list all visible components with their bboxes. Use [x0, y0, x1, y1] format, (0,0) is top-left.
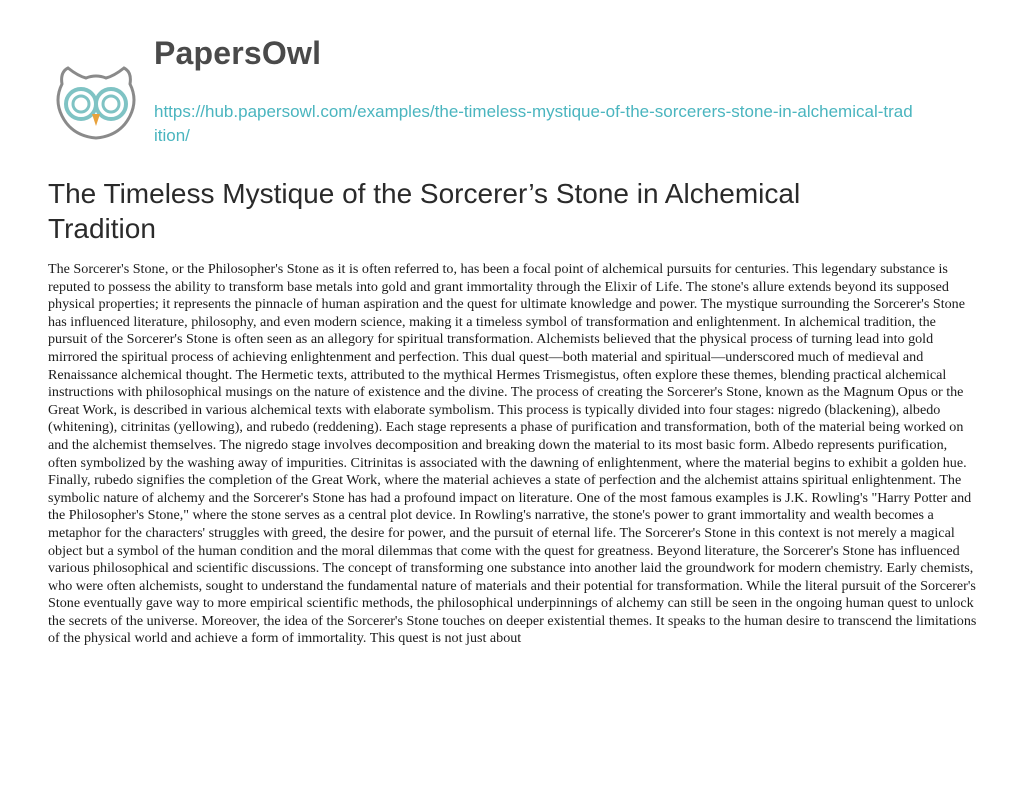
brand-block: [154, 34, 974, 148]
source-url-link[interactable]: https://hub.papersowl.com/examples/the-timeless-mystique-of-the-sorcerers-stone-in-alchemical-tradition/: [154, 102, 913, 145]
page-header: [48, 34, 988, 154]
owl-logo-graphic: [48, 54, 144, 150]
document-title: The Timeless Mystique of the Sorcerer’s Stone in Alchemical Tradition: [48, 178, 801, 244]
brand-name[interactable]: PapersOwl: [154, 35, 322, 71]
owl-logo-icon[interactable]: [48, 54, 144, 150]
document-body: The Sorcerer's Stone, or the Philosopher's Stone as it is often referred to, has been a focal point of alchemical pursuits for centuries. This legendary substance is reputed to possess the ability to transform base metals into gold and grant immortality through the Elixir of Life. The stone's allure extends beyond its supposed physical properties; it represents the pinnacle of human aspiration and the quest for ultimate knowledge and power. The mystique surrounding the Sorcerer's Stone has influenced literature, philosophy, and even modern science, making it a timeless symbol of transformation and enlightenment. In alchemical tradition, the pursuit of the Sorcerer's Stone is often seen as an allegory for spiritual transformation. Alchemists believed that the physical process of turning lead into gold mirrored the spiritual process of achieving enlightenment and perfection. This dual quest—both material and spiritual—underscored much of medieval and Renaissance alchemical thought. The Hermetic texts, attributed to the mythical Hermes Trismegistus, often explore these themes, blending practical alchemical instructions with philosophical musings on the nature of existence and the divine. The process of creating the Sorcerer's Stone, known as the Magnum Opus or the Great Work, is described in various alchemical texts with elaborate symbolism. This process is typically divided into four stages: nigredo (blackening), albedo (whitening), citrinitas (yellowing), and rubedo (reddening). Each stage represents a phase of purification and transformation, both of the material being worked on and the alchemist themselves. The nigredo stage involves decomposition and breaking down the material to its most basic form. Albedo represents purification, often symbolized by the washing away of impurities. Citrinitas is associated with the dawning of enlightenment, where the material begins to exhibit a golden hue. Finally, rubedo signifies the completion of the Great Work, where the material achieves a state of perfection and the alchemist attains spiritual enlightenment. The symbolic nature of alchemy and the Sorcerer's Stone has had a profound impact on literature. One of the most famous examples is J.K. Rowling's "Harry Potter and the Philosopher's Stone," where the stone serves as a central plot device. In Rowling's narrative, the stone's power to grant immortality and wealth becomes a metaphor for the characters' struggles with greed, the desire for power, and the pursuit of eternal life. The Sorcerer's Stone in this context is not merely a magical object but a symbol of the human condition and the moral dilemmas that come with the quest for greatness. Beyond literature, the Sorcerer's Stone has influenced various philosophical and scientific discussions. The concept of transforming one substance into another laid the groundwork for modern chemistry. Early chemists, who were often alchemists, sought to understand the fundamental nature of materials and their potential for transformation. While the literal pursuit of the Sorcerer's Stone eventually gave way to more empirical scientific methods, the philosophical underpinnings of alchemy can still be seen in the ongoing human quest to unlock the secrets of the universe. Moreover, the idea of the Sorcerer's Stone touches on deeper existential themes. It speaks to the human desire to transcend the limitations of the physical world and achieve a form of immortality. This quest is not just about: [48, 261, 977, 647]
